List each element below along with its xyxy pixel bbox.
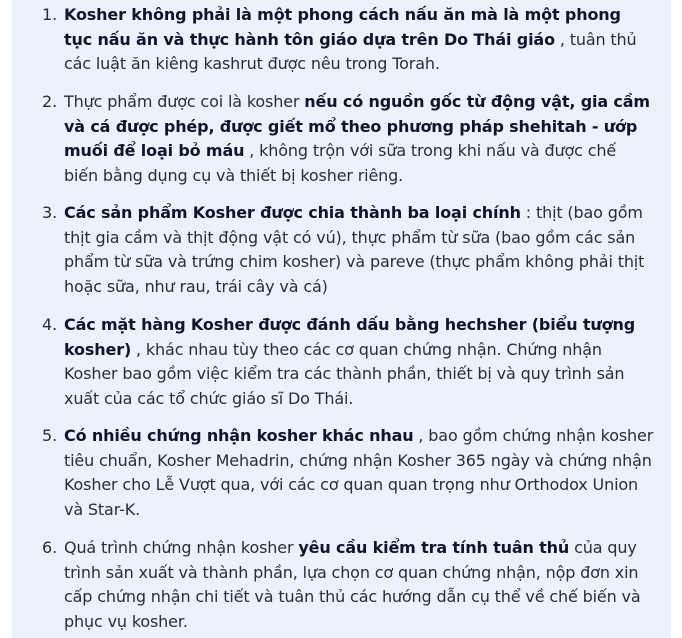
list-text [64,201,654,299]
body-text: , khác nhau tùy theo các cơ quan chứng nhận. Chứng nhận Kosher bao gồm việc kiểm tra các thành phần, thiết bị và quy trình sản xuất của các tổ chức giáo sĩ Do Thái. [64,339,625,408]
body-text: , bao gồm chứng nhận kosher tiêu chuẩn, Kosher Mehadrin, chứng nhận Kosher 365 ngày và chứng nhận Kosher cho Lễ Vượt qua, với các cơ quan quan trọng như Orthodox Union và Star-K. [64,426,654,519]
lead-text: Quá trình chứng nhận kosher [64,538,299,557]
list-text [64,90,654,188]
body-text: : thịt (bao gồm thịt gia cầm và thịt động vật có vú), thực phẩm từ sữa (bao gồm các sản phẩm từ sữa và trứng chim kosher) và pareve (thực phẩm không phải thịt hoặc sữa, như rau, trái cây và cá) [64,203,645,296]
list-number: 1. [42,5,58,24]
content-panel [12,0,671,638]
list-number: 2. [42,92,58,111]
bold-text: Có nhiều chứng nhận kosher khác nhau [64,426,414,445]
bold-text: Các mặt hàng Kosher được đánh dấu bằng hechsher (biểu tượng kosher) [64,315,636,359]
body-text: , tuân thủ các luật ăn kiêng kashrut được nêu trong Torah. [64,29,637,73]
bold-text: nếu có nguồn gốc từ động vật, gia cầm và cá được phép, được giết mổ theo phương pháp shehitah - ướp muối để loại bỏ máu [64,92,650,160]
list-number: 3. [42,203,58,222]
list-number: 5. [42,426,58,445]
bold-text: Các sản phẩm Kosher được chia thành ba loại chính [64,203,521,222]
list-text [64,536,654,634]
bold-text: yêu cầu kiểm tra tính tuân thủ [298,538,570,557]
list-text [64,313,654,411]
bold-text: Kosher không phải là một phong cách nấu ăn mà là một phong tục nấu ăn và thực hành tôn giáo dựa trên Do Thái giáo [64,5,621,49]
lead-text: Thực phẩm được coi là kosher [64,92,305,111]
body-text: của quy trình sản xuất và thành phần, lựa chọn cơ quan chứng nhận, nộp đơn xin cấp chứng nhận chi tiết và tuân thủ các hướng dẫn cụ thể về chế biến và phục vụ kosher. [64,538,641,631]
body-text: , không trộn với sữa trong khi nấu và được chế biến bằng dụng cụ và thiết bị kosher riêng. [64,141,617,185]
list-text [64,3,654,77]
list-text [64,424,654,522]
list-number: 4. [42,315,58,334]
list-number: 6. [42,538,58,557]
